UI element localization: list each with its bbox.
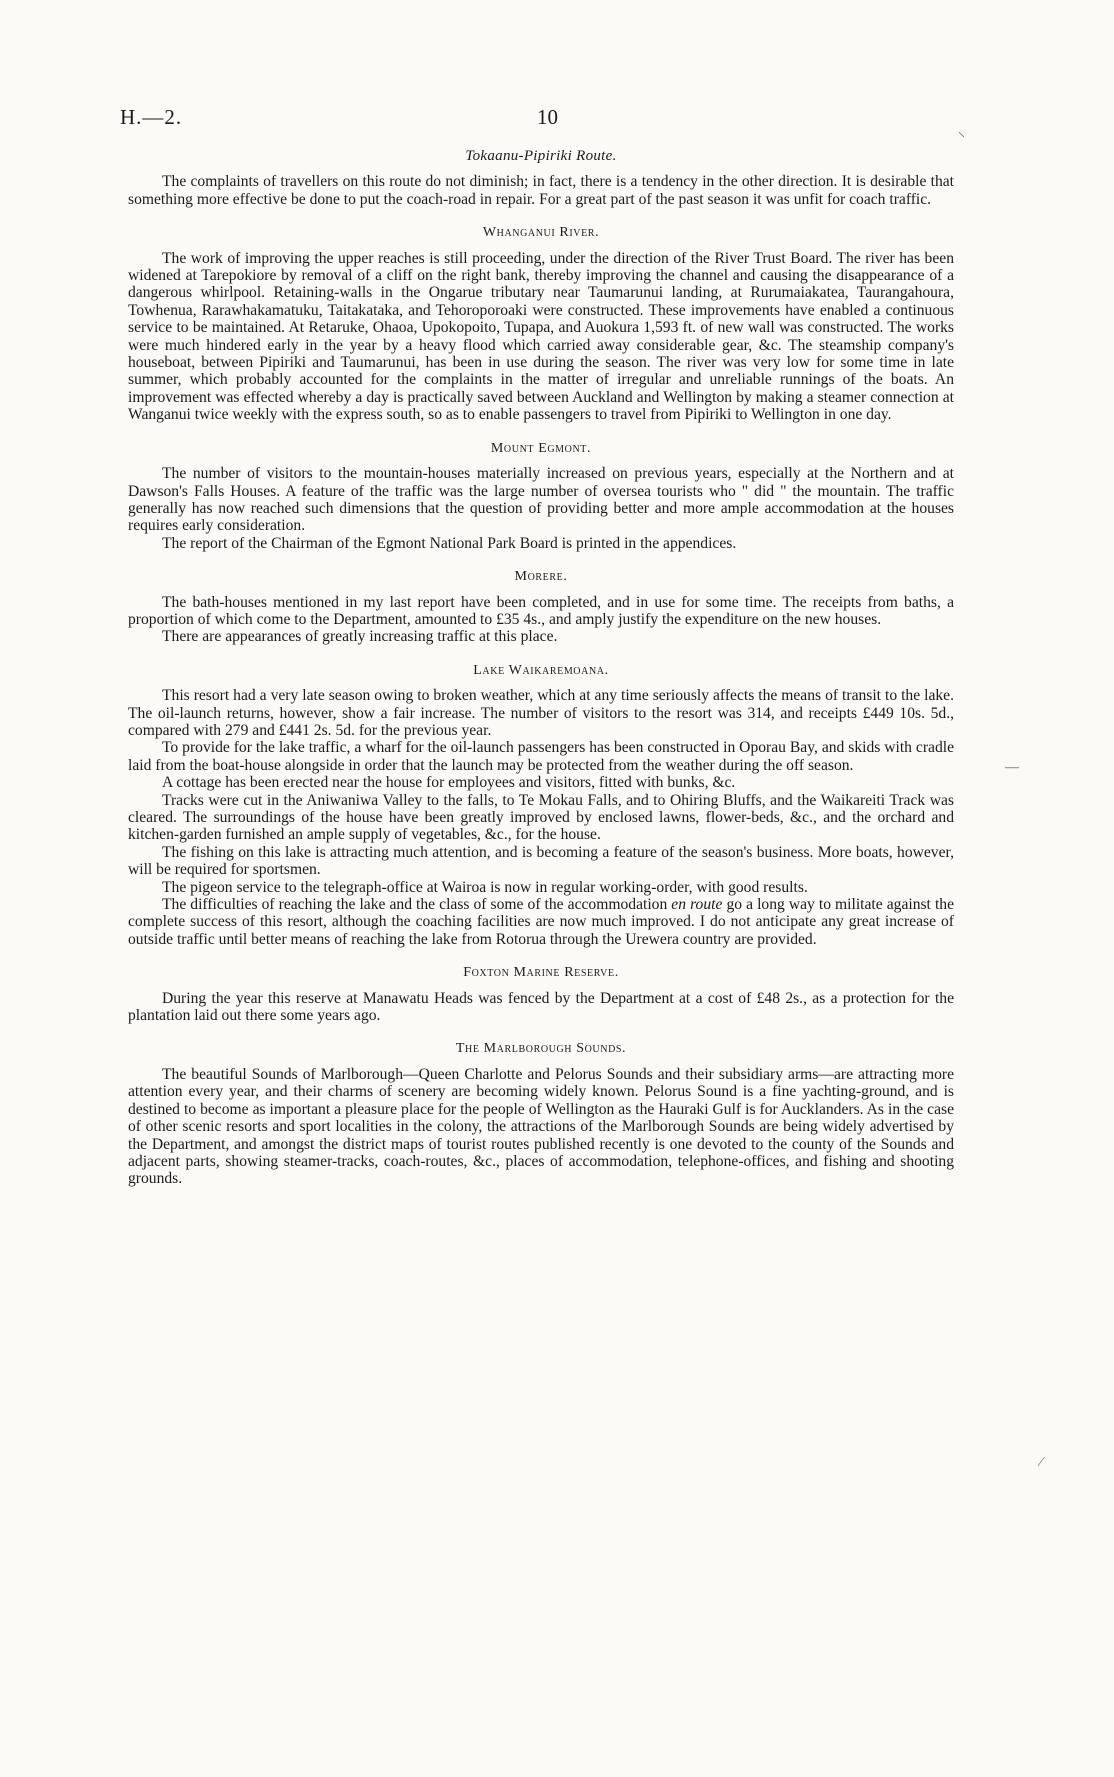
section-foxton-marine-reserve <box>128 964 954 1024</box>
paragraph: The pigeon service to the telegraph-office at Wairoa is now in regular working-order, with good results. <box>162 878 808 896</box>
section-heading: Mount Egmont. <box>490 440 592 456</box>
section-heading: Morere. <box>514 569 568 585</box>
margin-stroke-mark: ⁄ <box>1040 1455 1043 1470</box>
paragraph: During the year this reserve at Manawatu Heads was fenced by the Department at a cost of £48 2s., as a protection for the plantation laid out there some years ago. <box>128 989 954 1025</box>
document-reference: H.—2. <box>120 105 183 129</box>
section-heading: Whanganui River. <box>482 225 600 241</box>
section-heading: The Marlborough Sounds. <box>455 1041 627 1057</box>
section-whanganui-river <box>128 224 954 423</box>
section-tokaanu-pipiriki-route <box>128 148 954 208</box>
paragraph: To provide for the lake traffic, a wharf for the oil-launch passengers has been constructed in Oporau Bay, and skids with cradle laid from the boat-house alongside in order that the launch may be protected from the weather during the off season. <box>128 739 954 774</box>
section-lake-waikaremoana <box>128 662 954 949</box>
paragraph: The beautiful Sounds of Marlborough—Queen Charlotte and Pelorus Sounds and their subsidiary arms—are attracting more attention every year, and their charms of scenery are becoming widely known. Pelorus Sound is a fine yachting-ground, and is destined to become as important a pleasure place for the people of Wellington as the Hauraki Gulf is for Aucklanders. As in the case of other scenic resorts and sport localities in the colony, the attractions of the Marlborough Sounds are being widely advertised by the Department, and amongst the district maps of tourist routes published recently is one devoted to the county of the Sounds and adjacent parts, showing steamer-tracks, coach-routes, &c., places of accommodation, telephone-offices, and fishing and shooting grounds. <box>128 1065 954 1188</box>
section-mount-egmont <box>128 440 954 552</box>
margin-dash-mark: — <box>1005 760 1019 775</box>
page-header <box>120 105 975 135</box>
paragraph: The report of the Chairman of the Egmont National Park Board is printed in the appendices. <box>162 534 737 552</box>
margin-tick-mark: ⸌ <box>958 131 965 146</box>
paragraph: The complaints of travellers on this route do not diminish; in fact, there is a tendency in the other direction. It is desirable that something more effective be done to put the coach-road in repair. For a great part of the past season it was unfit for coach traffic. <box>128 173 954 208</box>
section-marlborough-sounds <box>128 1040 954 1187</box>
section-heading: Tokaanu-Pipiriki Route. <box>465 148 617 164</box>
page-body <box>128 148 954 1204</box>
paragraph-text: go a long way to militate against the complete success of this resort, although the coaching facilities are now much improved. I do not anticipate any great increase of outside traffic until better means of reaching the lake from Rotorua through the Urewera country are provided. <box>128 896 954 948</box>
section-morere <box>128 568 954 646</box>
paragraph: There are appearances of greatly increasing traffic at this place. <box>162 628 558 646</box>
page-number: 10 <box>537 105 558 129</box>
paragraph: This resort had a very late season owing to broken weather, which at any time seriously affects the means of transit to the lake. The oil-launch returns, however, show a fair increase. The number of visitors to the resort was 314, and receipts £449 10s. 5d., compared with 279 and £441 2s. 5d. for the previous year. <box>128 687 954 739</box>
section-heading: Lake Waikaremoana. <box>473 662 609 678</box>
italic-phrase: en route <box>671 896 723 914</box>
section-heading: Foxton Marine Reserve. <box>463 965 619 981</box>
paragraph <box>128 896 954 948</box>
paragraph: A cottage has been erected near the house for employees and visitors, fitted with bunks, &c. <box>162 774 736 792</box>
paragraph: The fishing on this lake is attracting much attention, and is becoming a feature of the season's business. More boats, however, will be required for sportsmen. <box>128 843 954 879</box>
paragraph: The work of improving the upper reaches is still proceeding, under the direction of the River Trust Board. The river has been widened at Tarepokiore by removal of a cliff on the right bank, thereby improving the channel and causing the disappearance of a dangerous whirlpool. Retaining-walls in the Ongarue tributary near Taumarunui landing, at Rurumaiakatea, Taurangahoura, Towhenua, Rarawhakamatuku, Taitakataka, and Tehoroporoaki were constructed. These improvements have enabled a continuous service to be maintained. At Retaruke, Ohaoa, Upokopoito, Tupapa, and Auokura 1,593 ft. of new wall was constructed. The works were much hindered early in the year by a heavy flood which carried away considerable gear, &c. The steamship company's houseboat, between Pipiriki and Taumarunui, has been in use during the season. The river was very low for some time in late summer, which probably accounted for the complaints in the matter of irregular and unreliable runnings of the boats. An improvement was effected whereby a day is practically saved between Auckland and Wellington by making a steamer connection at Wanganui twice weekly with the express south, so as to enable passengers to travel from Pipiriki to Wellington in one day. <box>128 249 954 424</box>
paragraph-text: The difficulties of reaching the lake and the class of some of the accommodation <box>162 896 672 914</box>
paragraph: Tracks were cut in the Aniwaniwa Valley to the falls, to Te Mokau Falls, and to Ohiring Bluffs, and the Waikareiti Track was cleared. The surroundings of the house have been greatly improved by enclosed lawns, flower-beds, &c., and the orchard and kitchen-garden furnished an ample supply of vegetables, &c., for the house. <box>128 791 954 844</box>
paragraph: The bath-houses mentioned in my last report have been completed, and in use for some time. The receipts from baths, a proportion of which come to the Department, amounted to £35 4s., and amply justify the expenditure on the new houses. <box>128 593 954 628</box>
paragraph: The number of visitors to the mountain-houses materially increased on previous years, especially at the Northern and at Dawson's Falls Houses. A feature of the traffic was the large number of oversea tourists who " did " the mountain. The traffic generally has now reached such dimensions that the question of providing better and more ample accommodation at the houses requires early consideration. <box>128 465 954 535</box>
